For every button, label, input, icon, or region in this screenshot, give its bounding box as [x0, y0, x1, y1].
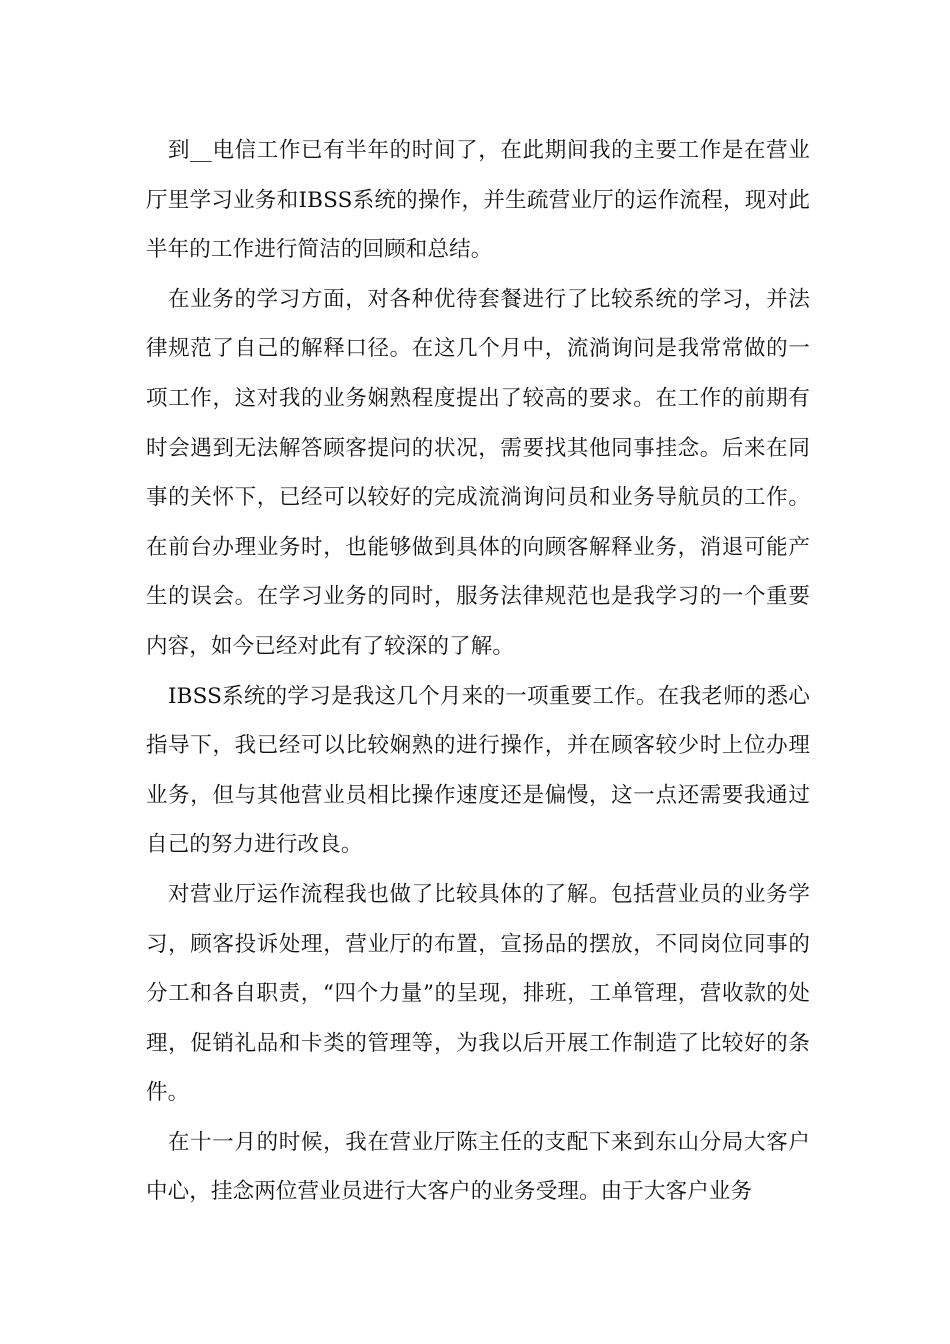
paragraph-3: IBSS系统的学习是我这几个月来的一项重要工作。在我老师的悉心指导下，我已经可以比较娴熟的进行操作，并在顾客较少时上位办理业务，但与其他营业员相比操作速度还是偏慢，这一点还需要我通过自己的努力进行改良。 [146, 683, 810, 858]
document-body [146, 126, 810, 1217]
paragraph-4: 对营业厅运作流程我也做了比较具体的了解。包括营业员的业务学习，顾客投诉处理，营业厅的布置，宣扬品的摆放，不同岗位同事的分工和各自职责，“四个力量”的呈现，排班，工单管理，营收款的处理，促销礼品和卡类的管理等，为我以后开展工作制造了比较好的条件。 [146, 881, 810, 1106]
paragraph-5: 在十一月的时候，我在营业厅陈主任的支配下来到东山分局大客户中心，挂念两位营业员进行大客户的业务受理。由于大客户业务 [146, 1129, 810, 1205]
paragraph-1: 到__电信工作已有半年的时间了，在此期间我的主要工作是在营业厅里学习业务和IBSS系统的操作，并生疏营业厅的运作流程，现对此半年的工作进行简洁的回顾和总结。 [146, 138, 810, 263]
paragraph-2: 在业务的学习方面，对各种优待套餐进行了比较系统的学习，并法律规范了自己的解释口径。在这几个月中，流淌询问是我常常做的一项工作，这对我的业务娴熟程度提出了较高的要求。在工作的前期有时会遇到无法解答顾客提问的状况，需要找其他同事挂念。后来在同事的关怀下，已经可以较好的完成流淌询问员和业务导航员的工作。在前台办理业务时，也能够做到具体的向顾客解释业务，消退可能产生的误会。在学习业务的同时，服务法律规范也是我学习的一个重要内容，如今已经对此有了较深的了解。 [146, 286, 810, 659]
